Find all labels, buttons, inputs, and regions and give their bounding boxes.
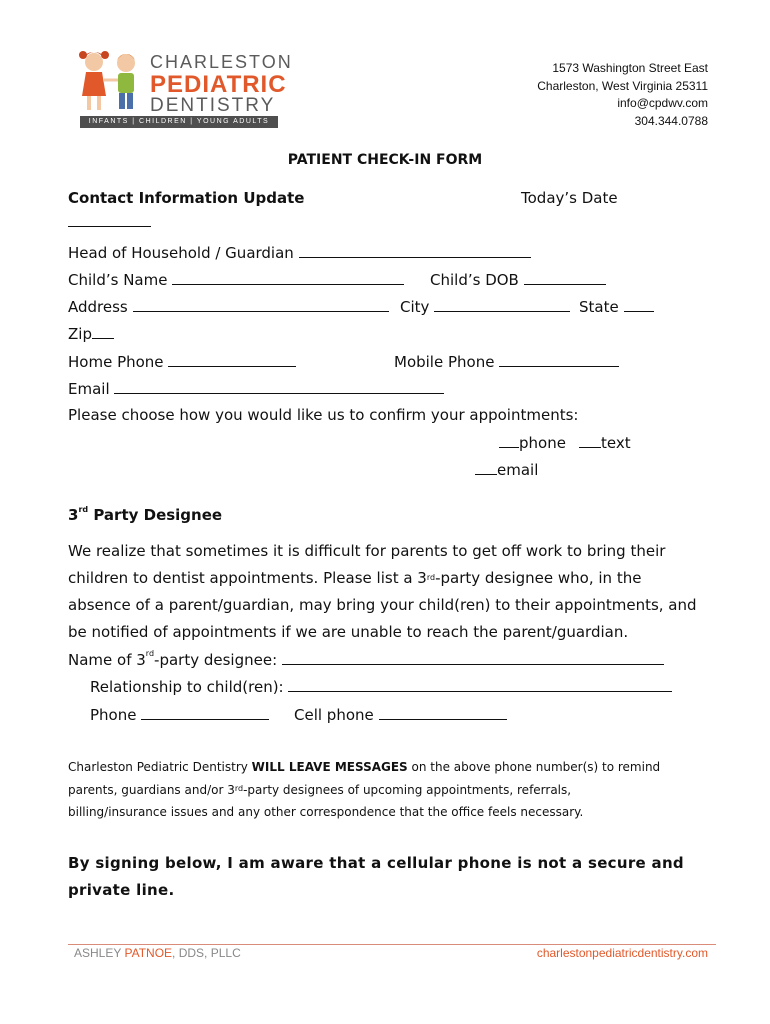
designee-p1: We realize that sometimes it is difficult for parents to get off work to bring their bbox=[68, 542, 666, 560]
childs-dob-label: Child’s DOB bbox=[430, 271, 519, 289]
email-label: Email bbox=[68, 380, 110, 398]
designee-phone-row bbox=[90, 705, 269, 724]
confirm-email-blank[interactable] bbox=[475, 460, 497, 475]
home-phone-label: Home Phone bbox=[68, 353, 164, 371]
state-field[interactable] bbox=[624, 297, 654, 312]
notice-l1-bold: WILL LEAVE MESSAGES bbox=[251, 760, 408, 774]
designee-heading-text: Party Designee bbox=[88, 506, 223, 524]
designee-heading-sup: rd bbox=[78, 505, 89, 514]
relationship-field[interactable] bbox=[288, 677, 672, 692]
notice-l2-sup: rd bbox=[234, 783, 244, 793]
signing-line-1: By signing below, I am aware that a cellular phone is not a secure and bbox=[68, 854, 684, 872]
contact-heading: Contact Information Update bbox=[68, 189, 305, 207]
childs-dob-row bbox=[430, 270, 606, 289]
designee-p4: be notified of appointments if we are unable to reach the parent/guardian. bbox=[68, 623, 629, 641]
confirm-text-option[interactable] bbox=[579, 433, 631, 452]
childs-name-label: Child’s Name bbox=[68, 271, 168, 289]
notice-l1a: Charleston Pediatric Dentistry bbox=[68, 760, 252, 774]
relationship-row bbox=[90, 677, 672, 696]
designee-name-label-a: Name of 3 bbox=[68, 651, 146, 669]
relationship-label: Relationship to child(ren): bbox=[90, 678, 284, 696]
head-of-household-row bbox=[68, 243, 531, 262]
logo-line-3: DENTISTRY bbox=[150, 95, 276, 116]
form-title: PATIENT CHECK-IN FORM bbox=[287, 152, 483, 168]
logo-line-2: PEDIATRIC bbox=[150, 71, 287, 98]
confirm-text-label: text bbox=[601, 434, 631, 452]
confirm-phone-label: phone bbox=[519, 434, 566, 452]
designee-cell-row bbox=[294, 705, 507, 724]
address-city: Charleston, West Virginia 25311 bbox=[537, 78, 708, 93]
notice-l1b: on the above phone number(s) to remind bbox=[407, 760, 661, 774]
footer-practice-name bbox=[74, 946, 241, 960]
notice-line-3: billing/insurance issues and any other correspondence that the office feels necessary. bbox=[68, 805, 584, 819]
footer-divider bbox=[68, 944, 716, 945]
mobile-phone-field[interactable] bbox=[499, 352, 619, 367]
email-field[interactable] bbox=[114, 379, 444, 394]
notice-line-2 bbox=[68, 779, 708, 802]
zip-label: Zip bbox=[68, 325, 92, 343]
city-field[interactable] bbox=[434, 297, 570, 312]
address-email[interactable]: info@cpdwv.com bbox=[617, 96, 708, 110]
head-of-household-field[interactable] bbox=[299, 243, 531, 258]
todays-date-label: Today’s Date bbox=[521, 189, 618, 207]
address-phone: 304.344.0788 bbox=[634, 113, 708, 128]
designee-p2b: -party designee who, in the bbox=[435, 569, 642, 587]
head-of-household-label: Head of Household / Guardian bbox=[68, 244, 294, 262]
address-row bbox=[68, 297, 389, 316]
designee-cell-field[interactable] bbox=[379, 705, 507, 720]
home-phone-row bbox=[68, 352, 296, 371]
designee-heading bbox=[68, 506, 222, 524]
designee-name-row bbox=[68, 650, 664, 669]
zip-row bbox=[68, 324, 114, 343]
footer-left-accent: PATNOE bbox=[124, 946, 173, 960]
todays-date-field[interactable] bbox=[68, 213, 151, 227]
designee-cell-label: Cell phone bbox=[294, 706, 374, 724]
designee-p2 bbox=[68, 565, 697, 592]
practice-logo bbox=[72, 44, 293, 130]
designee-name-label-b: -party designee: bbox=[154, 651, 278, 669]
childs-name-field[interactable] bbox=[172, 270, 404, 285]
designee-phone-field[interactable] bbox=[141, 705, 269, 720]
childs-dob-field[interactable] bbox=[524, 270, 606, 285]
logo-tagline: INFANTS | CHILDREN | YOUNG ADULTS bbox=[80, 116, 278, 128]
messages-notice bbox=[68, 756, 708, 824]
address-label: Address bbox=[68, 298, 128, 316]
confirm-phone-blank[interactable] bbox=[499, 433, 519, 448]
designee-name-label-sup: rd bbox=[145, 649, 155, 658]
signing-statement bbox=[68, 850, 684, 904]
confirm-phone-option[interactable] bbox=[499, 433, 566, 452]
footer-left-a: ASHLEY bbox=[74, 946, 125, 960]
zip-field[interactable] bbox=[92, 324, 114, 339]
kids-mascot-icon bbox=[74, 46, 148, 116]
mobile-phone-label: Mobile Phone bbox=[394, 353, 495, 371]
notice-l2a: parents, guardians and/or 3 bbox=[68, 782, 235, 797]
designee-phone-label: Phone bbox=[90, 706, 137, 724]
designee-name-field[interactable] bbox=[282, 650, 664, 665]
designee-p2a: children to dentist appointments. Please list a 3 bbox=[68, 569, 427, 587]
footer-website-link[interactable]: charlestonpediatricdentistry.com bbox=[536, 946, 708, 960]
footer-left-b: , DDS, PLLC bbox=[172, 946, 241, 960]
mobile-phone-row bbox=[394, 352, 619, 371]
practice-address-block bbox=[537, 60, 708, 130]
city-label: City bbox=[400, 298, 430, 316]
designee-p3: absence of a parent/guardian, may bring your child(ren) to their appointments, and bbox=[68, 596, 697, 614]
city-row bbox=[400, 297, 570, 316]
confirm-email-label: email bbox=[497, 461, 539, 479]
address-field[interactable] bbox=[133, 297, 389, 312]
home-phone-field[interactable] bbox=[168, 352, 296, 367]
confirm-prompt: Please choose how you would like us to confirm your appointments: bbox=[68, 406, 579, 424]
logo-line-1: CHARLESTON bbox=[150, 52, 293, 72]
notice-line-1 bbox=[68, 756, 708, 779]
state-row bbox=[579, 297, 654, 316]
signing-line-2: private line. bbox=[68, 881, 175, 899]
designee-heading-num: 3 bbox=[68, 506, 79, 524]
confirm-email-option[interactable] bbox=[475, 460, 538, 479]
state-label: State bbox=[579, 298, 619, 316]
designee-paragraph bbox=[68, 538, 697, 646]
designee-p2-sup: rd bbox=[426, 573, 436, 582]
email-row bbox=[68, 379, 444, 398]
confirm-text-blank[interactable] bbox=[579, 433, 601, 448]
childs-name-row bbox=[68, 270, 404, 289]
address-street: 1573 Washington Street East bbox=[552, 61, 708, 75]
notice-l2b: -party designees of upcoming appointments, referrals, bbox=[243, 782, 572, 797]
